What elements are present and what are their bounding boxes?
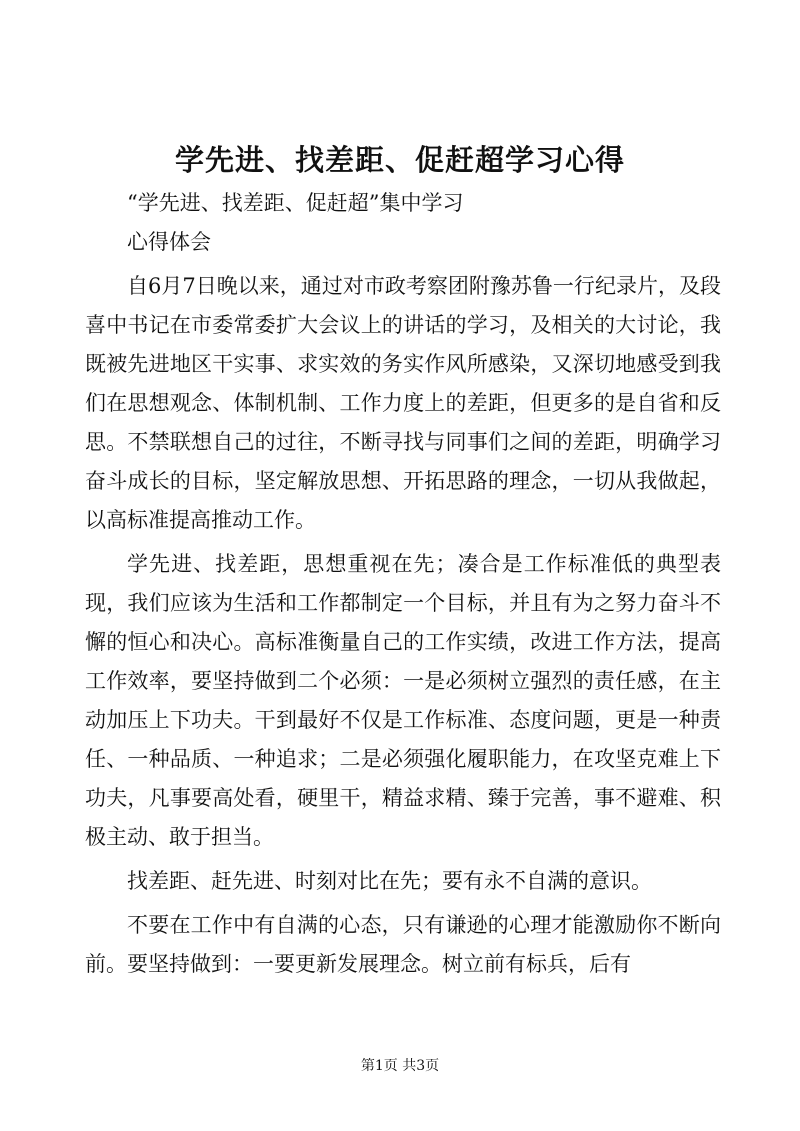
page-number-footer: 第1页 共3页 [360,1058,440,1074]
document-body [85,184,721,984]
paragraph-find-gaps: 找差距、赶先进、时刻对比在先；要有永不自满的意识。 [127,869,652,893]
document-title: 学先进、找差距、促赶超学习心得 [174,143,625,177]
paragraph-subtitle-line1: “学先进、找差距、促赶超”集中学习 [127,191,464,215]
paragraph-learn-advanced: 学先进、找差距，思想重视在先；凑合是工作标准低的典型表现，我们应该为生活和工作都制定一个目标，并且有为之努力奋斗不懈的恒心和决心。高标准衡量自己的工作实绩，改进工作方法，提高工作效率，要坚持做到二个必须：一是必须树立强烈的责任感，在主动加压上下功夫。干到最好不仅是工作标准、态度问题，更是一种责任、一种品质、一种追求；二是必须强化履职能力，在攻坚克难上下功夫，凡事要高处看，硬里干，精益求精、臻于完善，事不避难、积极主动、敢于担当。 [85,552,721,849]
paragraph-intro: 自6月7日晚以来，通过对市政考察团附豫苏鲁一行纪录片，及段喜中书记在市委常委扩大会议上的讲话的学习，及相关的大讨论，我既被先进地区干实事、求实效的务实作风所感染，又深切地感受到我们在思想观念、体制机制、工作力度上的差距，但更多的是自省和反思。不禁联想自己的过往，不断寻找与同事们之间的差距，明确学习奋斗成长的目标，坚定解放思想、开拓思路的理念，一切从我做起，以高标准提高推动工作。 [85,274,721,532]
paragraph-subtitle-line2: 心得体会 [127,230,211,254]
paragraph-no-complacency: 不要在工作中有自满的心态，只有谦逊的心理才能激励你不断向前。要坚持做到：一要更新发展理念。树立前有标兵，后有 [85,913,721,976]
